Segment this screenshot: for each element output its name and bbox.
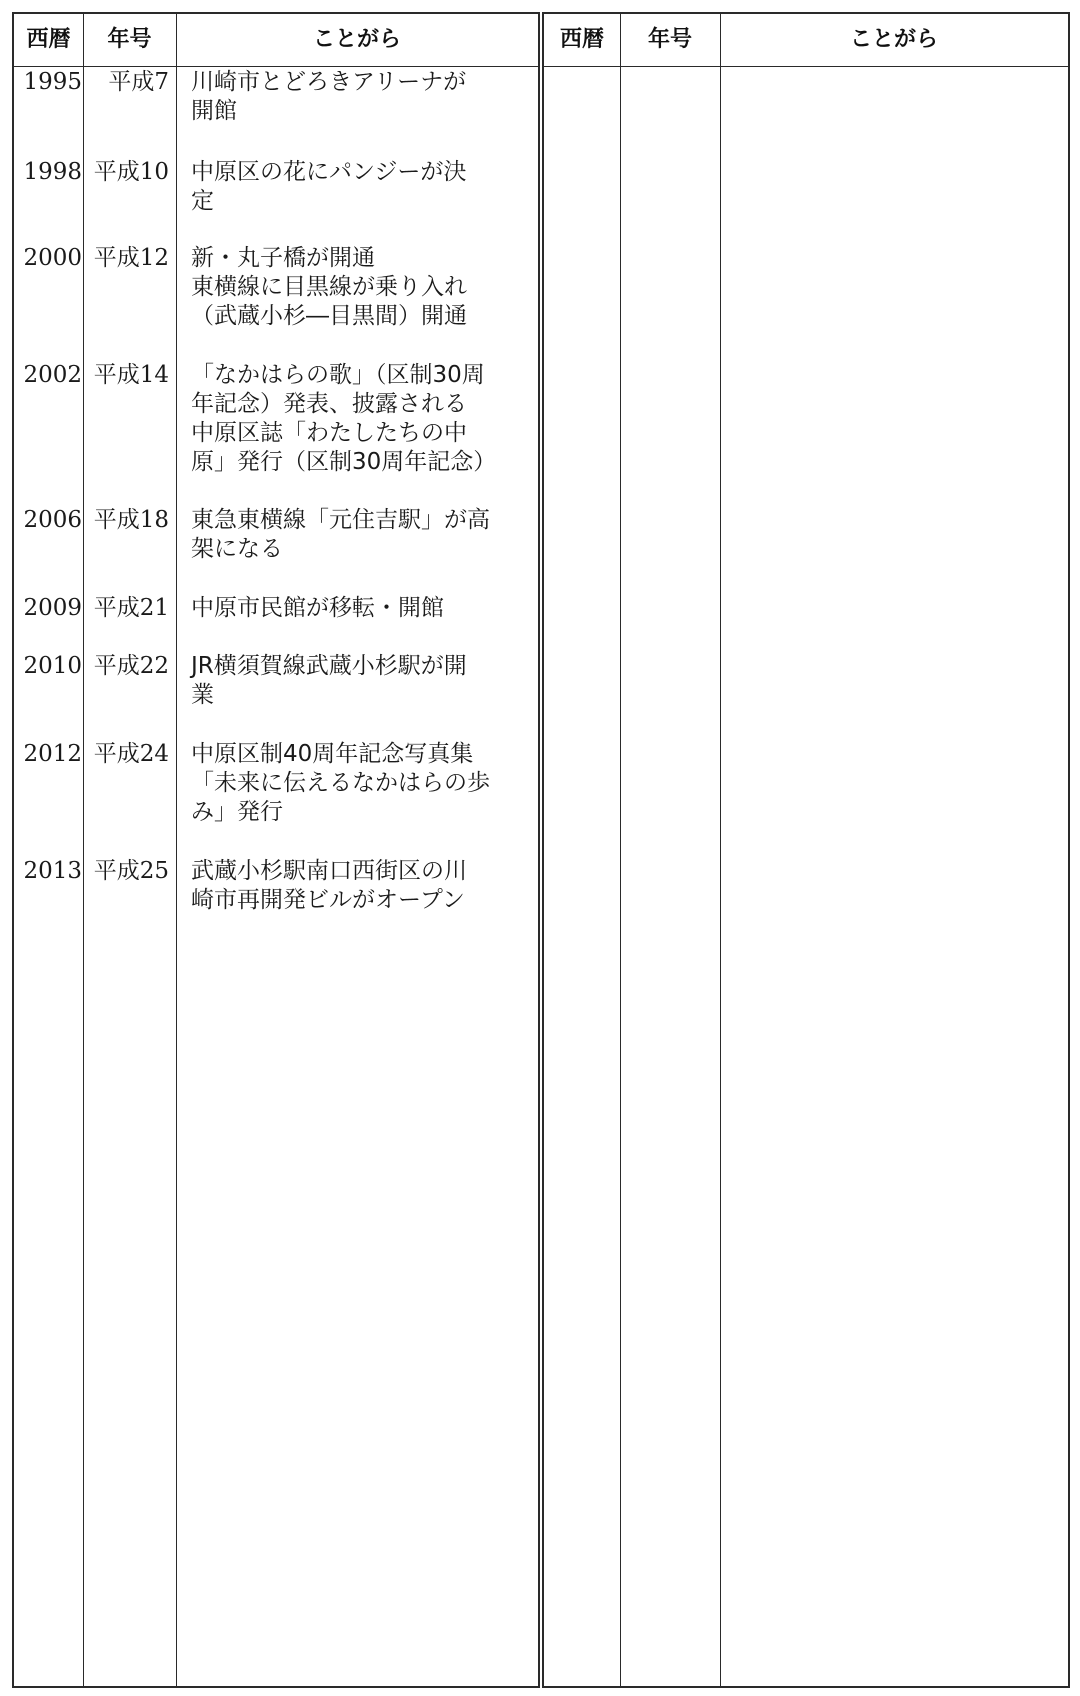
year-cell: 2012 [23,741,82,767]
event-cell [191,68,527,126]
header-year: 西暦 [559,27,604,52]
header-divider [14,66,538,67]
column-divider [176,14,177,1686]
event-line: 東横線に目黒線が乗り入れ [191,274,467,300]
event-line: 「なかはらの歌」（区制30周 [191,362,485,388]
year-cell: 2009 [23,595,82,621]
event-line: 川崎市とどろきアリーナが [191,69,467,95]
year-cell: 1995 [23,69,82,95]
header-events: ことがら [312,27,401,52]
era-cell: 平成10 [93,159,169,185]
header-divider [544,66,1068,67]
era-cell: 平成14 [93,362,169,388]
event-line: 中原区制40周年記念写真集 [191,741,474,767]
event-cell [191,361,527,477]
right-table [542,12,1070,1688]
year-cell: 2006 [23,507,82,533]
event-cell [191,857,527,915]
event-line: 「未来に伝えるなかはらの歩 [191,770,490,796]
header-era: 年号 [647,27,692,52]
year-cell: 2002 [23,362,82,388]
event-line: 中原区誌「わたしたちの中 [191,420,467,446]
event-cell [191,158,527,216]
event-line: 架になる [191,536,283,562]
chronology-table [12,12,1070,1686]
year-cell: 2010 [23,653,82,679]
event-cell [191,652,527,710]
event-line: 開館 [191,98,237,124]
era-cell: 平成24 [93,741,169,767]
header-year: 西暦 [26,27,71,52]
header-era: 年号 [107,27,152,52]
event-line: 定 [191,188,214,214]
event-line: 業 [191,682,214,708]
event-line: JR横須賀線武蔵小杉駅が開 [191,653,467,679]
event-line: （武蔵小杉―目黒間）開通 [191,303,467,329]
event-line: 年記念）発表、披露される [191,391,467,417]
year-cell: 2000 [23,245,82,271]
left-table [12,12,540,1688]
era-cell: 平成25 [93,858,169,884]
event-cell [191,740,527,827]
event-line: 新・丸子橋が開通 [191,245,375,271]
column-divider [720,14,721,1686]
event-cell [191,244,527,331]
event-line: 中原区の花にパンジーが決 [191,159,467,185]
era-cell: 平成22 [93,653,169,679]
event-cell [191,506,527,564]
event-line: み」発行 [191,799,283,825]
event-line: 原」発行（区制30周年記念） [191,449,497,475]
column-divider [620,14,621,1686]
year-cell: 2013 [23,858,82,884]
era-cell: 平成12 [93,245,169,271]
header-events: ことがら [849,27,938,52]
event-line: 武蔵小杉駅南口西街区の川 [191,858,467,884]
era-cell: 平成7 [108,69,169,95]
event-cell [191,594,527,623]
event-line: 東急東横線「元住吉駅」が高 [191,507,490,533]
event-line: 崎市再開発ビルがオープン [191,887,465,913]
era-cell: 平成21 [93,595,169,621]
event-line: 中原市民館が移転・開館 [191,595,444,621]
year-cell: 1998 [23,159,82,185]
era-cell: 平成18 [93,507,169,533]
